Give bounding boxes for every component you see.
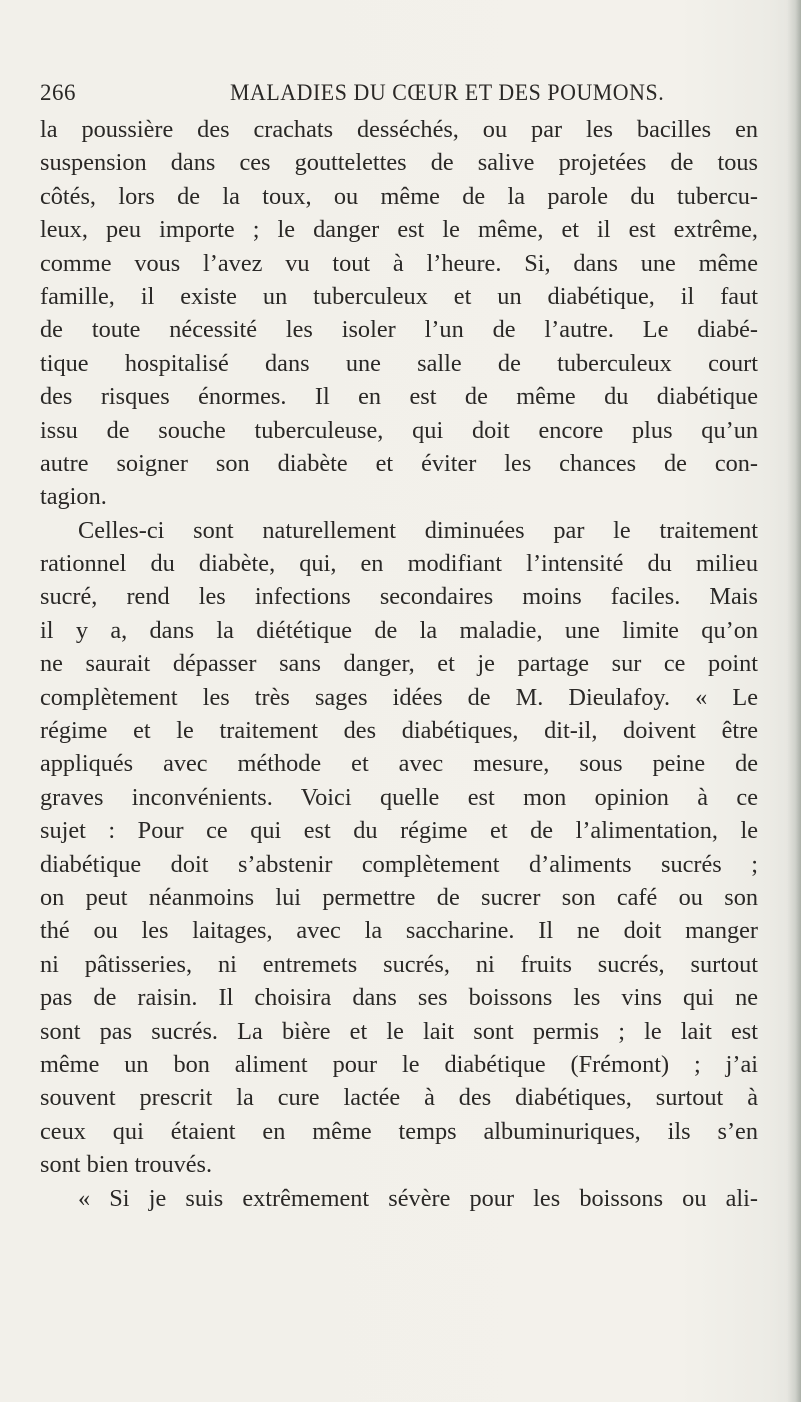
text-line: comme vous l’avez vu tout à l’heure. Si, dans une même <box>40 249 758 277</box>
text-line: famille, il existe un tuberculeux et un diabétique, il faut <box>40 282 758 310</box>
text-line: complètement les très sages idées de M. Dieulafoy. « Le <box>40 683 758 711</box>
text-line: diabétique doit s’abstenir complètement d’aliments sucrés ; <box>40 850 758 878</box>
page-header <box>40 80 770 116</box>
text-line: appliqués avec méthode et avec mesure, sous peine de <box>40 750 758 778</box>
running-title: MALADIES DU CŒUR ET DES POUMONS. <box>230 80 665 105</box>
page-edge-shadow <box>787 0 801 1402</box>
text-line: ne saurait dépasser sans danger, et je partage sur ce point <box>40 650 758 678</box>
text-line: côtés, lors de la toux, ou même de la parole du tubercu- <box>40 182 758 210</box>
text-line: pas de raisin. Il choisira dans ses boissons les vins qui ne <box>40 984 758 1012</box>
page-number: 266 <box>40 80 76 105</box>
text-line: suspension dans ces gouttelettes de salive projetées de tous <box>40 149 758 177</box>
text-line: tagion. <box>40 483 107 511</box>
text-line: Celles-ci sont naturellement diminuées par le traitement <box>78 516 758 544</box>
text-line: régime et le traitement des diabétiques, dit-il, doivent être <box>40 717 758 745</box>
text-line: des risques énormes. Il en est de même du diabétique <box>40 383 758 411</box>
text-line: souvent prescrit la cure lactée à des diabétiques, surtout à <box>40 1084 758 1112</box>
text-line: de toute nécessité les isoler l’un de l’autre. Le diabé- <box>40 316 758 344</box>
text-line: thé ou les laitages, avec la saccharine. Il ne doit manger <box>40 917 758 945</box>
text-line: sujet : Pour ce qui est du régime et de l’alimentation, le <box>40 817 758 845</box>
body-text <box>40 113 758 1215</box>
text-line: « Si je suis extrêmement sévère pour les boissons ou ali- <box>78 1184 758 1212</box>
text-line: même un bon aliment pour le diabétique (Frémont) ; j’ai <box>40 1050 758 1078</box>
text-line: sucré, rend les infections secondaires moins faciles. Mais <box>40 583 758 611</box>
text-line: leux, peu importe ; le danger est le même, et il est extrême, <box>40 216 758 244</box>
text-line: ceux qui étaient en même temps albuminuriques, ils s’en <box>40 1117 758 1145</box>
text-line: la poussière des crachats desséchés, ou par les bacilles en <box>40 116 758 143</box>
text-line: issu de souche tuberculeuse, qui doit encore plus qu’un <box>40 416 758 444</box>
text-line: ni pâtisseries, ni entremets sucrés, ni fruits sucrés, surtout <box>40 950 758 978</box>
text-line: rationnel du diabète, qui, en modifiant l’intensité du milieu <box>40 550 758 578</box>
text-line: on peut néanmoins lui permettre de sucrer son café ou son <box>40 883 758 911</box>
text-line: graves inconvénients. Voici quelle est mon opinion à ce <box>40 783 758 811</box>
text-line: tique hospitalisé dans une salle de tuberculeux court <box>40 349 758 377</box>
text-line: il y a, dans la diététique de la maladie, une limite qu’on <box>40 616 758 644</box>
text-line: sont pas sucrés. La bière et le lait sont permis ; le lait est <box>40 1017 758 1045</box>
text-line: autre soigner son diabète et éviter les chances de con- <box>40 449 758 477</box>
text-line: sont bien trouvés. <box>40 1151 213 1179</box>
